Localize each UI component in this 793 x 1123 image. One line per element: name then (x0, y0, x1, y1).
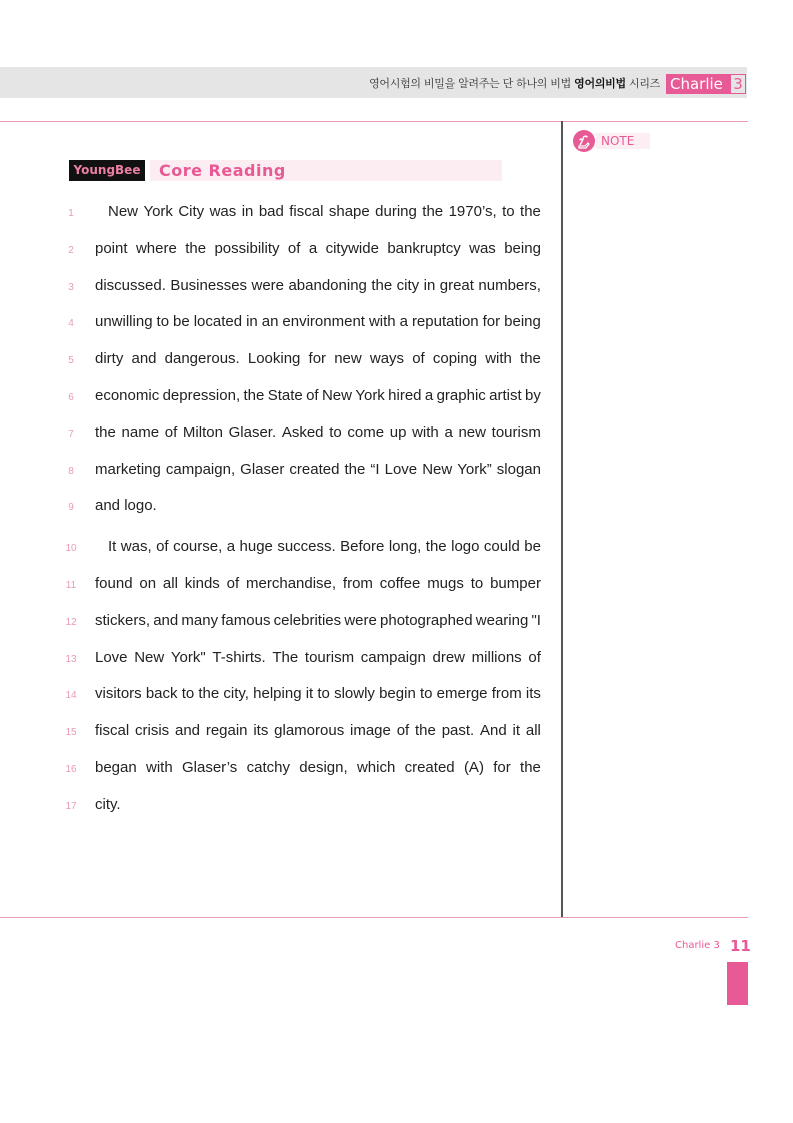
page-number: 11 (730, 937, 751, 955)
column-divider (561, 121, 563, 918)
passage-line (60, 378, 550, 415)
book-number-tag: 3 (730, 74, 746, 94)
line-number: 12 (65, 616, 77, 628)
passage-line (60, 603, 550, 640)
passage-line (60, 268, 550, 305)
line-text: economic depression, the State of New York hired a graphic artist by (95, 386, 541, 404)
line-text: discussed. Businesses were abandoning the city in great numbers, (95, 276, 541, 294)
line-text: the name of Milton Glaser. Asked to come up with a new tourism (95, 423, 541, 441)
passage-line (60, 640, 550, 677)
line-text: New York City was in bad fiscal shape during the 1970’s, to the (108, 203, 541, 220)
series-text: 영어시험의 비밀을 알려주는 단 하나의 비법 (369, 77, 571, 90)
passage-line (60, 787, 550, 824)
series-title (369, 75, 660, 91)
line-number: 5 (68, 355, 74, 367)
passage-line (60, 231, 550, 268)
page-tab-marker (727, 962, 748, 1005)
line-number: 16 (65, 763, 77, 775)
passage-line (60, 415, 550, 452)
line-number: 1 (68, 208, 74, 219)
passage-line (60, 488, 550, 525)
line-number: 8 (68, 465, 74, 477)
line-text: and logo. (95, 497, 157, 515)
line-text: visitors back to the city, helping it to slowly begin to emerge from its (95, 685, 541, 703)
line-number: 15 (65, 727, 77, 739)
sprout-hand-icon (573, 130, 595, 152)
line-number: 17 (65, 800, 77, 812)
passage-line (60, 529, 550, 566)
passage-line (60, 341, 550, 378)
passage-line (60, 304, 550, 341)
line-text: marketing campaign, Glaser created the “I Love New York” slogan (95, 460, 541, 478)
passage-line (60, 750, 550, 787)
note-label: NOTE (596, 133, 650, 149)
line-number: 9 (68, 502, 74, 514)
line-text: Love New York" T-shirts. The tourism campaign drew millions of (95, 648, 541, 666)
line-number: 2 (68, 244, 74, 256)
line-text: began with Glaser’s catchy design, which created (A) for the (95, 758, 541, 776)
line-text: unwilling to be located in an environment with a reputation for being (95, 313, 541, 331)
series-bold: 영어의비법 (574, 77, 626, 90)
series-suffix: 시리즈 (629, 77, 660, 90)
line-number: 7 (68, 428, 74, 440)
line-number: 14 (65, 690, 77, 702)
bottom-divider (0, 917, 748, 918)
line-number: 6 (68, 391, 74, 403)
line-text: found on all kinds of merchandise, from coffee mugs to bumper (95, 574, 541, 592)
line-number: 4 (68, 318, 74, 330)
youngbee-badge: YoungBee (69, 160, 145, 181)
reading-passage (60, 194, 550, 824)
line-text: fiscal crisis and regain its glamorous image of the past. And it all (95, 722, 541, 740)
line-text: stickers, and many famous celebrities were photographed wearing "I (95, 611, 541, 629)
passage-line (60, 194, 550, 231)
footer-book-label: Charlie 3 (675, 940, 720, 951)
book-name-tag: Charlie (666, 74, 730, 94)
line-number: 13 (65, 653, 77, 665)
passage-line (60, 566, 550, 603)
top-divider (0, 121, 748, 122)
line-number: 10 (65, 543, 77, 555)
passage-line (60, 713, 550, 750)
line-text: It was, of course, a huge success. Before long, the logo could be (108, 538, 541, 556)
line-number: 11 (65, 579, 77, 591)
line-number: 3 (68, 281, 74, 293)
line-text: dirty and dangerous. Looking for new ways of coping with the (95, 350, 541, 368)
passage-line (60, 452, 550, 489)
passage-line (60, 676, 550, 713)
line-text: point where the possibility of a citywide bankruptcy was being (95, 239, 541, 257)
section-title: Core Reading (159, 161, 286, 180)
line-text: city. (95, 795, 121, 813)
